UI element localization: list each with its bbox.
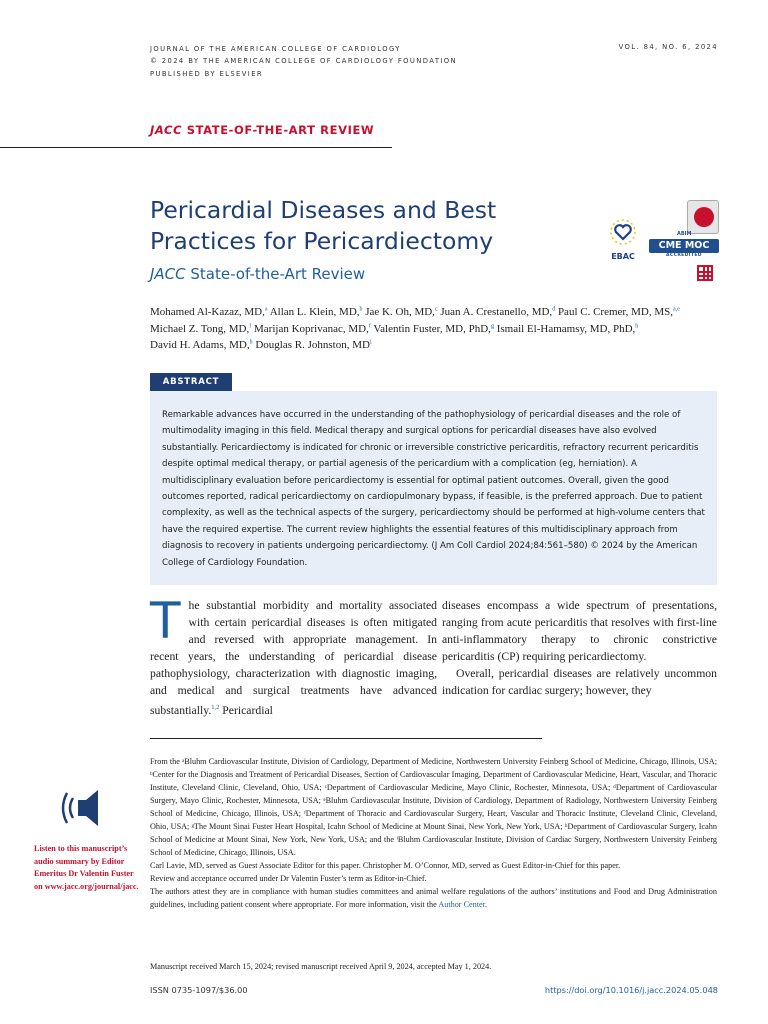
affiliations-text: From the ᵃBluhm Cardiovascular Institute, Division of Cardiology, Department of Medicine, Northwestern University Feinberg School of Medicine, Chicago, Illinois, USA; ᵇCenter for the Diagnosis and Treatment of Pericardial Diseases, Section of Cardiovascular Imaging, Department of Cardiovascular Medicine, Heart, Vascular, and Thoracic Institute, Cleveland Clinic, Cleveland, Ohio, USA; ᶜDepartment of Cardiovascular Medicine, Mayo Clinic, Rochester, Minnesota, USA; ᵈDepartment of Cardiovascular Surgery, Mayo Clinic, Rochester, Minnesota, USA; ᵉBluhm Cardiovascular Institute, Division of Cardiology, Department of Radiology, Northwestern University Feinberg School of Medicine, Chicago, Illinois, USA; ᶠDepartment of Thoracic and Cardiovascular Surgery, Heart, Vascular and Thoracic Institute, Cleveland Clinic, Cleveland, Ohio, USA; ᵍThe Mount Sinai Fuster Heart Hospital, Icahn School of Medicine at Mount Sinai, New York, New York, USA; ʰDepartment of Cardiovascular Surgery, Icahn School of Medicine at Mount Sinai, New York, New York, USA; and the ⁱBluhm Cardiovascular Institute, Division of Cardiac Surgery, Northwestern University Feinberg School of Medicine, Chicago, Illinois, USA. xyxy=(150,757,717,857)
author-affiliation: a xyxy=(264,306,268,313)
author[interactable]: Juan A. Crestanello, MD, xyxy=(440,306,553,318)
author[interactable]: Marijan Koprivanac, MD, xyxy=(254,322,369,335)
copyright-line: © 2024 BY THE AMERICAN COLLEGE OF CARDIOLOGY FOUNDATION xyxy=(150,57,458,66)
abstract-box xyxy=(150,391,717,585)
abim-badge[interactable] xyxy=(687,200,719,234)
author[interactable]: Ismail El-Hamamsy, MD, PhD, xyxy=(496,322,636,335)
compliance-period: . xyxy=(484,900,487,909)
speaker-icon[interactable] xyxy=(60,788,110,828)
author[interactable]: David H. Adams, MD, xyxy=(150,339,250,352)
body-paragraph: Overall, pericardial diseases are relatively uncommon indication for cardiac surgery; however, they xyxy=(442,667,717,697)
accredited-label: ACCREDITED xyxy=(666,253,702,258)
audio-summary-link[interactable]: Listen to this manuscript’s audio summary by Editor Emeritus Dr Valentin Fuster on www.jacc.org/journal/jacc. xyxy=(34,844,139,892)
abstract-text: Remarkable advances have occurred in the understanding of the pathophysiology of pericardial diseases and the role of multimodality imaging in this field. Medical therapy and surgical options for pericardial diseases have also evolved substantially. Pericardiectomy is indicated for chronic or irreversible constrictive pericarditis, refractory recurrent pericarditis despite optimal medical therapy, or partial agenesis of the pericardium with a complication (eg, herniation). A multidisciplinary evaluation before pericardiectomy is essential for optimal patient outcomes. Overall, given the good outcomes reported, radical pericardiectomy on cardiopulmonary bypass, if feasible, is the preferred approach. Due to patient complexity, as well as the technical aspects of the surgery, pericardiectomy should be performed at high-volume centers that have the required expertise. The current review highlights the essential features of this multidisciplinary approach from diagnosis to recovery in patients undergoing pericardiectomy. (J Am Coll Cardiol 2024;84:561–580) © 2024 by the American College of Cardiology Foundation. xyxy=(162,410,705,568)
footnotes xyxy=(150,755,717,911)
section-divider xyxy=(0,147,392,148)
footnote-divider xyxy=(150,738,542,739)
cme-moc-badge[interactable] xyxy=(649,231,719,260)
subtitle-rest: State-of-the-Art Review xyxy=(185,265,366,283)
author[interactable]: Paul C. Cremer, MD, MS, xyxy=(557,306,673,318)
author-center-link[interactable]: Author Center xyxy=(438,900,485,909)
accreditation-badges xyxy=(605,198,725,288)
review-note: Review and acceptance occurred under Dr Valentin Fuster’s term as Editor-in-Chief. xyxy=(150,874,427,883)
author-affiliation: i xyxy=(369,339,372,346)
section-jacc: JACC xyxy=(150,123,183,137)
body-text-col1-end: Pericardial xyxy=(219,703,273,717)
issn: ISSN 0735-1097/$36.00 xyxy=(150,985,248,995)
manuscript-dates: Manuscript received March 15, 2024; revised manuscript received April 9, 2024, accepted May 1, 2024. xyxy=(150,962,492,971)
author-affiliation: f xyxy=(368,322,371,329)
author[interactable]: Jae K. Oh, MD, xyxy=(365,306,435,318)
author[interactable]: Valentin Fuster, MD, PhD, xyxy=(373,322,491,335)
ebac-badge[interactable] xyxy=(605,218,641,261)
body-column-1 xyxy=(150,592,437,719)
section-label-text: STATE-OF-THE-ART REVIEW xyxy=(182,123,375,137)
body-column-2 xyxy=(442,597,717,699)
article-subtitle xyxy=(150,265,365,283)
author-affiliation: g xyxy=(490,322,494,329)
author-affiliation: d xyxy=(552,306,556,313)
author-affiliation: f xyxy=(249,322,252,329)
volume-info: VOL. 84, NO. 6, 2024 xyxy=(618,43,718,51)
author[interactable]: Michael Z. Tong, MD, xyxy=(150,322,250,335)
author[interactable]: Allan L. Klein, MD, xyxy=(269,306,360,318)
editor-note: Carl Lavie, MD, served as Guest Associate Editor for this paper. Christopher M. O’Connor, MD, served as Guest Editor-in-Chief for this paper. xyxy=(150,861,621,870)
compliance-text: The authors attest they are in compliance with human studies committees and animal welfare regulations of the authors’ institutions and Food and Drug Administration guidelines, including patient consent where appropriate. For more information, visit the xyxy=(150,887,717,909)
cme-abim-label: ABIM xyxy=(677,231,692,237)
journal-masthead xyxy=(150,43,457,80)
reference-link[interactable]: 1,2 xyxy=(211,704,220,711)
ebac-label: EBAC xyxy=(611,252,635,261)
author-affiliation: a,e xyxy=(673,306,680,313)
body-text-col1: he substantial morbidity and mortality associated with certain pericardial diseases is often mitigated and reversed with appropriate management. In recent years, the understanding of pericardial disease pathophysiology, characterization with diagnostic imaging, and medical and surgical treatments have advanced substantially. xyxy=(150,599,437,717)
heart-star-icon xyxy=(606,218,640,246)
subtitle-jacc: JACC xyxy=(150,265,186,283)
author-affiliation: c xyxy=(434,306,438,313)
publisher-line: PUBLISHED BY ELSEVIER xyxy=(150,69,264,78)
journal-name: JOURNAL OF THE AMERICAN COLLEGE OF CARDIOLOGY xyxy=(150,45,401,53)
author-list xyxy=(150,304,725,354)
author[interactable]: Mohamed Al-Kazaz, MD, xyxy=(150,306,265,318)
bookmark-icon xyxy=(694,207,714,227)
article-title: Pericardial Diseases and Best Practices for Pericardiectomy xyxy=(150,196,497,255)
cme-moc-label: CME MOC xyxy=(649,239,719,253)
section-label xyxy=(150,123,374,137)
abstract-heading: ABSTRACT xyxy=(150,373,232,391)
doi-link[interactable]: https://doi.org/10.1016/j.jacc.2024.05.048 xyxy=(544,985,718,995)
author-affiliation: b xyxy=(359,306,363,313)
body-paragraph: diseases encompass a wide spectrum of presentations, ranging from acute pericarditis that resolves with first-line anti-inflammatory therapy to chronic constrictive pericarditis (CP) requiring pericardiectomy. xyxy=(442,599,717,663)
compliance-note xyxy=(150,885,717,911)
author-affiliation: h xyxy=(635,322,639,329)
author[interactable]: Douglas R. Johnston, MD xyxy=(255,339,370,352)
drop-cap: T xyxy=(150,592,181,650)
author-affiliation: h xyxy=(249,339,253,346)
grid-icon[interactable] xyxy=(697,265,713,281)
